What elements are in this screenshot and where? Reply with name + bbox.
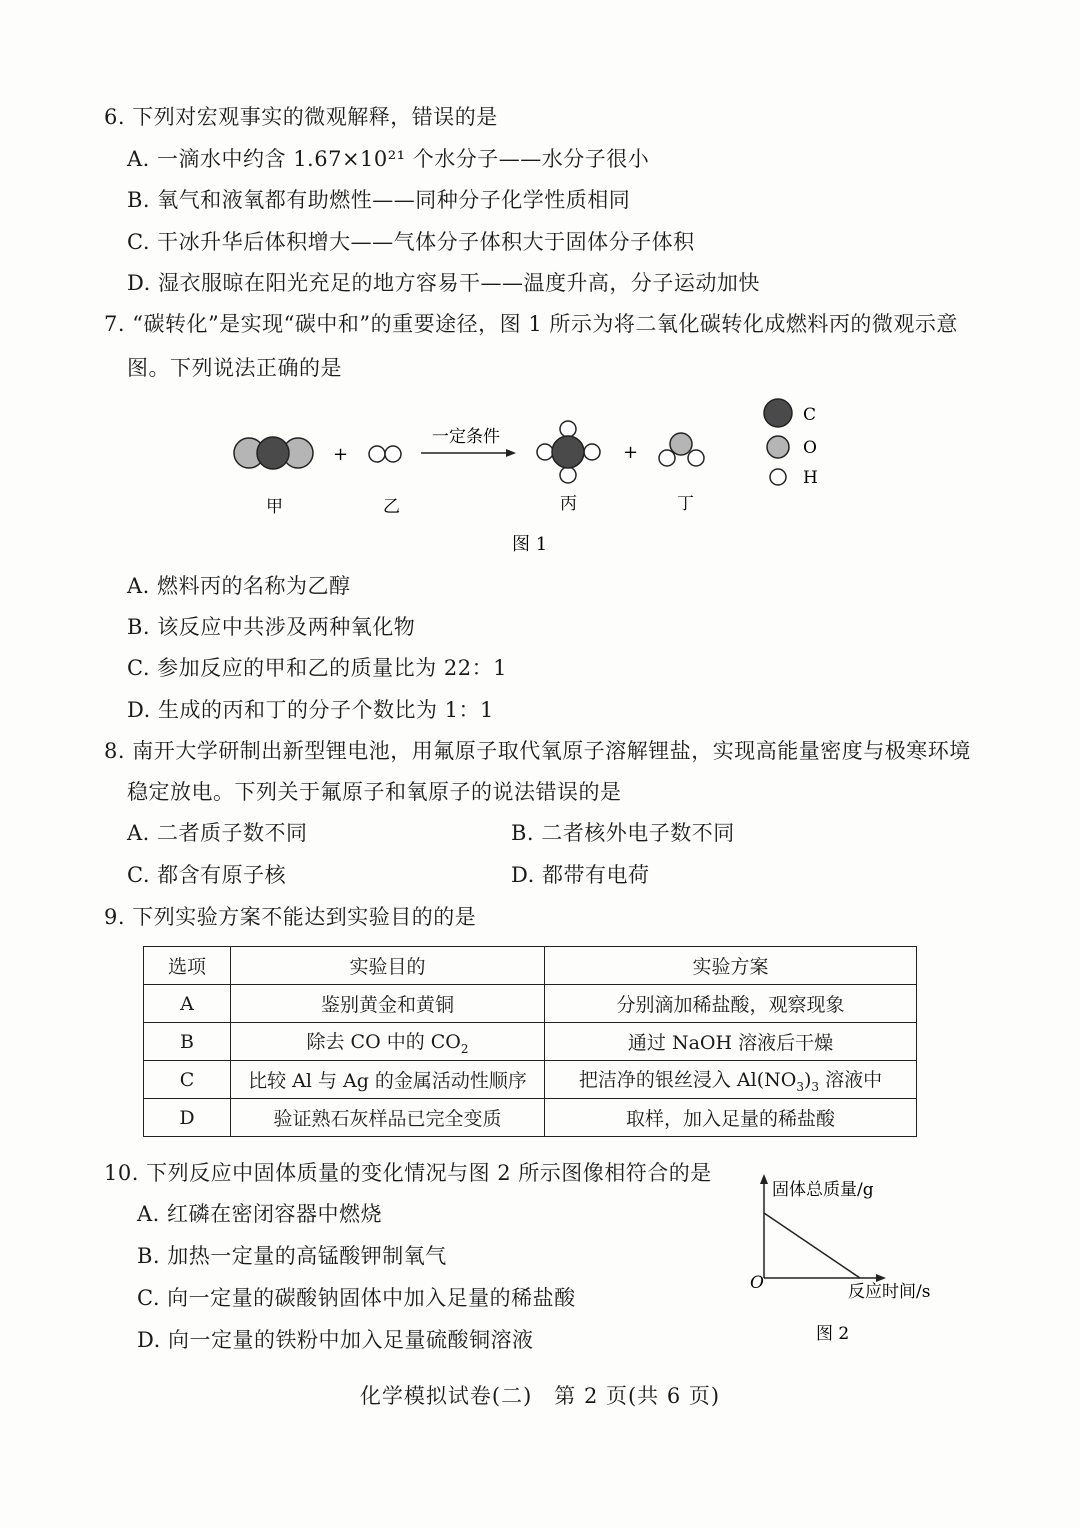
- figure-2-graph: [740, 1170, 960, 1350]
- table-row: [144, 985, 917, 1023]
- row-c-plan-tail: 溶液中: [819, 1069, 883, 1092]
- q7-option-a: A. 燃料丙的名称为乙醇: [127, 574, 351, 598]
- q6-option-a: A. 一滴水中约含 1.67×10²¹ 个水分子——水分子很小: [127, 147, 650, 171]
- row-a-option: A: [144, 985, 231, 1023]
- row-d-plan: 取样，加入足量的稀盐酸: [545, 1099, 917, 1137]
- legend-oxygen-label: O: [803, 438, 817, 458]
- q8-option-c: C. 都含有原子核: [127, 863, 287, 887]
- molecule-jia: [234, 437, 313, 469]
- figure-1-caption: 图 1: [512, 534, 548, 555]
- q6-option-c: C. 干冰升华后体积增大——气体分子体积大于固体分子体积: [127, 230, 695, 254]
- x-axis-label: 反应时间/s: [848, 1282, 931, 1302]
- table-row: [144, 1061, 917, 1099]
- reaction-condition: 一定条件: [432, 427, 500, 447]
- row-d-goal: 验证熟石灰样品已完全变质: [231, 1099, 545, 1137]
- q7-stem-line2: 图。下列说法正确的是: [127, 356, 342, 380]
- q8-option-b: B. 二者核外电子数不同: [511, 821, 735, 845]
- q8-stem-line2: 稳定放电。下列关于氟原子和氧原子的说法错误的是: [127, 780, 622, 804]
- row-b-goal-subscript: 2: [460, 1041, 469, 1056]
- row-c-plan-text: 把洁净的银丝浸入 Al(NO: [578, 1069, 797, 1092]
- q8-stem-line1: 8. 南开大学研制出新型锂电池，用氟原子取代氧原子溶解锂盐，实现高能量密度与极寒环境: [104, 739, 971, 763]
- legend-carbon-label: C: [803, 405, 817, 425]
- q6-option-d: D. 湿衣服晾在阳光充足的地方容易干——温度升高，分子运动加快: [127, 271, 760, 295]
- row-b-plan: 通过 NaOH 溶液后干燥: [545, 1023, 917, 1061]
- header-option: 选项: [144, 947, 231, 985]
- y-axis-label: 固体总质量/g: [772, 1180, 874, 1200]
- row-a-plan: 分别滴加稀盐酸，观察现象: [545, 985, 917, 1023]
- legend-hydrogen-label: H: [803, 468, 818, 488]
- molecule-ding: [659, 433, 704, 466]
- plus-sign-1: +: [333, 444, 349, 465]
- page-footer: 化学模拟试卷(二) 第 2 页(共 6 页): [359, 1384, 721, 1408]
- q8-option-d: D. 都带有电荷: [511, 863, 650, 887]
- header-plan: 实验方案: [545, 947, 917, 985]
- q7-option-c: C. 参加反应的甲和乙的质量比为 22：1: [127, 656, 507, 680]
- label-yi: 乙: [383, 497, 400, 517]
- figure-2-caption: 图 2: [816, 1324, 850, 1344]
- q6-stem: 6. 下列对宏观事实的微观解释，错误的是: [104, 105, 498, 129]
- q7-option-b: B. 该反应中共涉及两种氧化物: [127, 615, 416, 639]
- molecule-bing: [537, 421, 600, 483]
- figure-1-legend: [764, 399, 818, 488]
- q10-option-d: D. 向一定量的铁粉中加入足量硫酸铜溶液: [137, 1328, 534, 1352]
- x-axis-arrow: [876, 1274, 886, 1282]
- q7-option-d: D. 生成的丙和丁的分子个数比为 1：1: [127, 698, 494, 722]
- q6-option-b: B. 氧气和液氧都有助燃性——同种分子化学性质相同: [127, 188, 631, 212]
- origin-label: O: [750, 1273, 764, 1293]
- row-c-goal: 比较 Al 与 Ag 的金属活动性顺序: [231, 1061, 545, 1099]
- row-c-plan-paren: ): [803, 1069, 812, 1092]
- row-c-plan: [545, 1061, 917, 1099]
- row-d-option: D: [144, 1099, 231, 1137]
- legend-hydrogen-atom: [770, 469, 786, 485]
- row-b-goal: [231, 1023, 545, 1061]
- row-c-option: C: [144, 1061, 231, 1099]
- molecule-yi: [369, 446, 401, 462]
- q9-stem: 9. 下列实验方案不能达到实验目的的是: [104, 905, 477, 929]
- q10-option-c: C. 向一定量的碳酸钠固体中加入足量的稀盐酸: [137, 1286, 576, 1310]
- table-row: [144, 1099, 917, 1137]
- row-c-plan-sub2: 3: [811, 1079, 820, 1094]
- q9-experiment-table: [143, 946, 917, 1137]
- row-c-plan-sub1: 3: [796, 1079, 804, 1094]
- table-header-row: [144, 947, 917, 985]
- table-row: [144, 1023, 917, 1061]
- reaction-arrow: [421, 449, 516, 457]
- q8-option-a: A. 二者质子数不同: [127, 821, 308, 845]
- mass-line: [764, 1213, 860, 1278]
- row-b-goal-text: 除去 CO 中的 CO: [306, 1031, 461, 1054]
- label-ding: 丁: [677, 494, 694, 514]
- legend-oxygen-atom: [767, 436, 789, 458]
- q7-stem-line1: 7. “碳转化”是实现“碳中和”的重要途径，图 1 所示为将二氧化碳转化成燃料丙的微观示意: [104, 312, 958, 336]
- figure-1-molecule-diagram: [0, 0, 1080, 560]
- header-goal: 实验目的: [231, 947, 545, 985]
- label-bing: 丙: [560, 494, 577, 514]
- row-a-goal: 鉴别黄金和黄铜: [231, 985, 545, 1023]
- y-axis-arrow: [760, 1174, 768, 1184]
- plus-sign-2: +: [623, 442, 639, 463]
- row-b-option: B: [144, 1023, 231, 1061]
- label-jia: 甲: [266, 497, 283, 517]
- q10-option-a: A. 红磷在密闭容器中燃烧: [137, 1202, 383, 1226]
- q10-stem: 10. 下列反应中固体质量的变化情况与图 2 所示图像相符合的是: [104, 1161, 712, 1185]
- q10-option-b: B. 加热一定量的高锰酸钾制氧气: [137, 1244, 447, 1268]
- legend-carbon-atom: [764, 399, 792, 427]
